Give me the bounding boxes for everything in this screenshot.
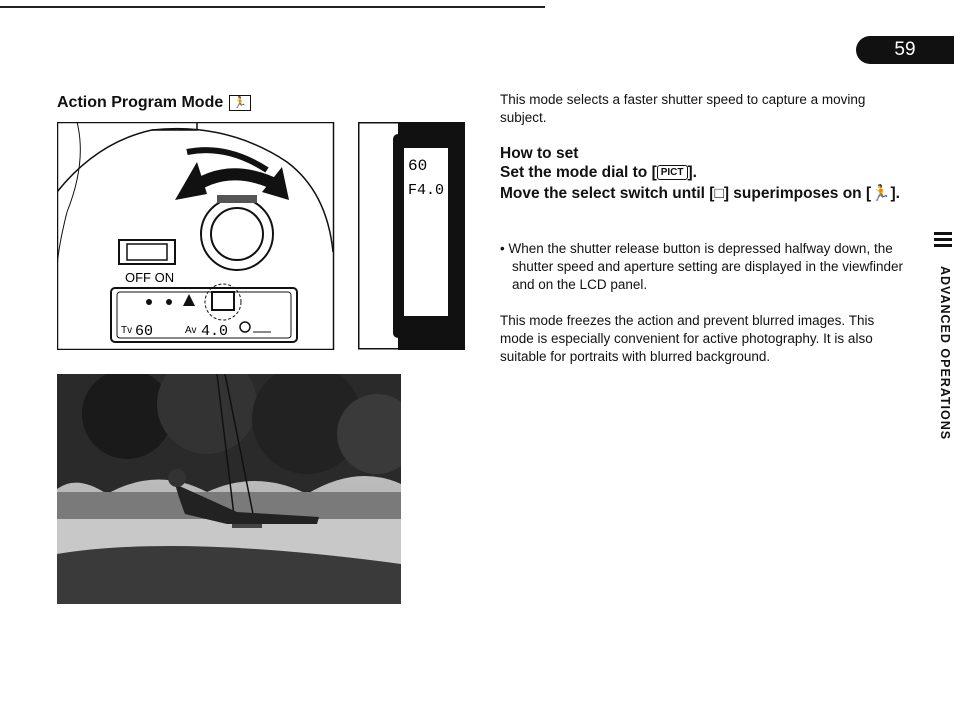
step2-text: Move the select switch until	[500, 185, 705, 202]
how-to-heading: How to set	[500, 145, 579, 162]
section-tab-icon	[934, 232, 952, 248]
step2-middle: ] superimposes on [	[723, 185, 872, 202]
step-set-mode-dial: Set the mode dial to [ PICT ].	[500, 164, 697, 181]
running-figure-icon: 🏃	[871, 185, 891, 202]
lcd-tv-label: Tv	[121, 325, 133, 336]
person-on-swing-photo	[57, 374, 401, 604]
page-number: 59	[856, 36, 954, 64]
viewfinder-illustration	[358, 122, 465, 350]
viewfinder-shutter-value: 60	[408, 157, 428, 175]
step1-text: Set the mode dial to	[500, 164, 648, 181]
single-frame-icon: □	[714, 185, 724, 202]
running-figure-icon: 🏃	[229, 95, 251, 111]
section-title-text: Action Program Mode	[57, 94, 224, 111]
body-paragraph: This mode freezes the action and prevent blurred images. This mode is especially convenient for active photography. It is also suitable for portraits with blurred background.	[500, 313, 875, 364]
step2-suffix: ].	[890, 185, 900, 202]
lcd-av-label: Av	[185, 325, 197, 336]
top-rule	[0, 6, 545, 8]
side-section-label: ADVANCED OPERATIONS	[938, 266, 952, 441]
intro-paragraph: This mode selects a faster shutter speed to capture a moving subject.	[500, 92, 866, 125]
bullet-note: • When the shutter release button is depressed halfway down, the shutter speed and aperture setting are displayed in the viewfinder and on the LCD panel.	[500, 241, 903, 292]
viewfinder-aperture-value: F4.0	[408, 182, 445, 199]
step-move-select-switch: Move the select switch until [□] superimposes on [🏃].	[500, 185, 900, 202]
pict-mode-icon: PICT	[657, 165, 688, 180]
camera-top-illustration	[57, 122, 365, 350]
lcd-aperture-value: 4.0	[201, 323, 229, 340]
section-title	[57, 94, 251, 112]
step1-suffix: ].	[687, 164, 697, 181]
lcd-shutter-value: 60	[135, 323, 154, 340]
off-on-switch-label: OFF ON	[125, 270, 175, 285]
